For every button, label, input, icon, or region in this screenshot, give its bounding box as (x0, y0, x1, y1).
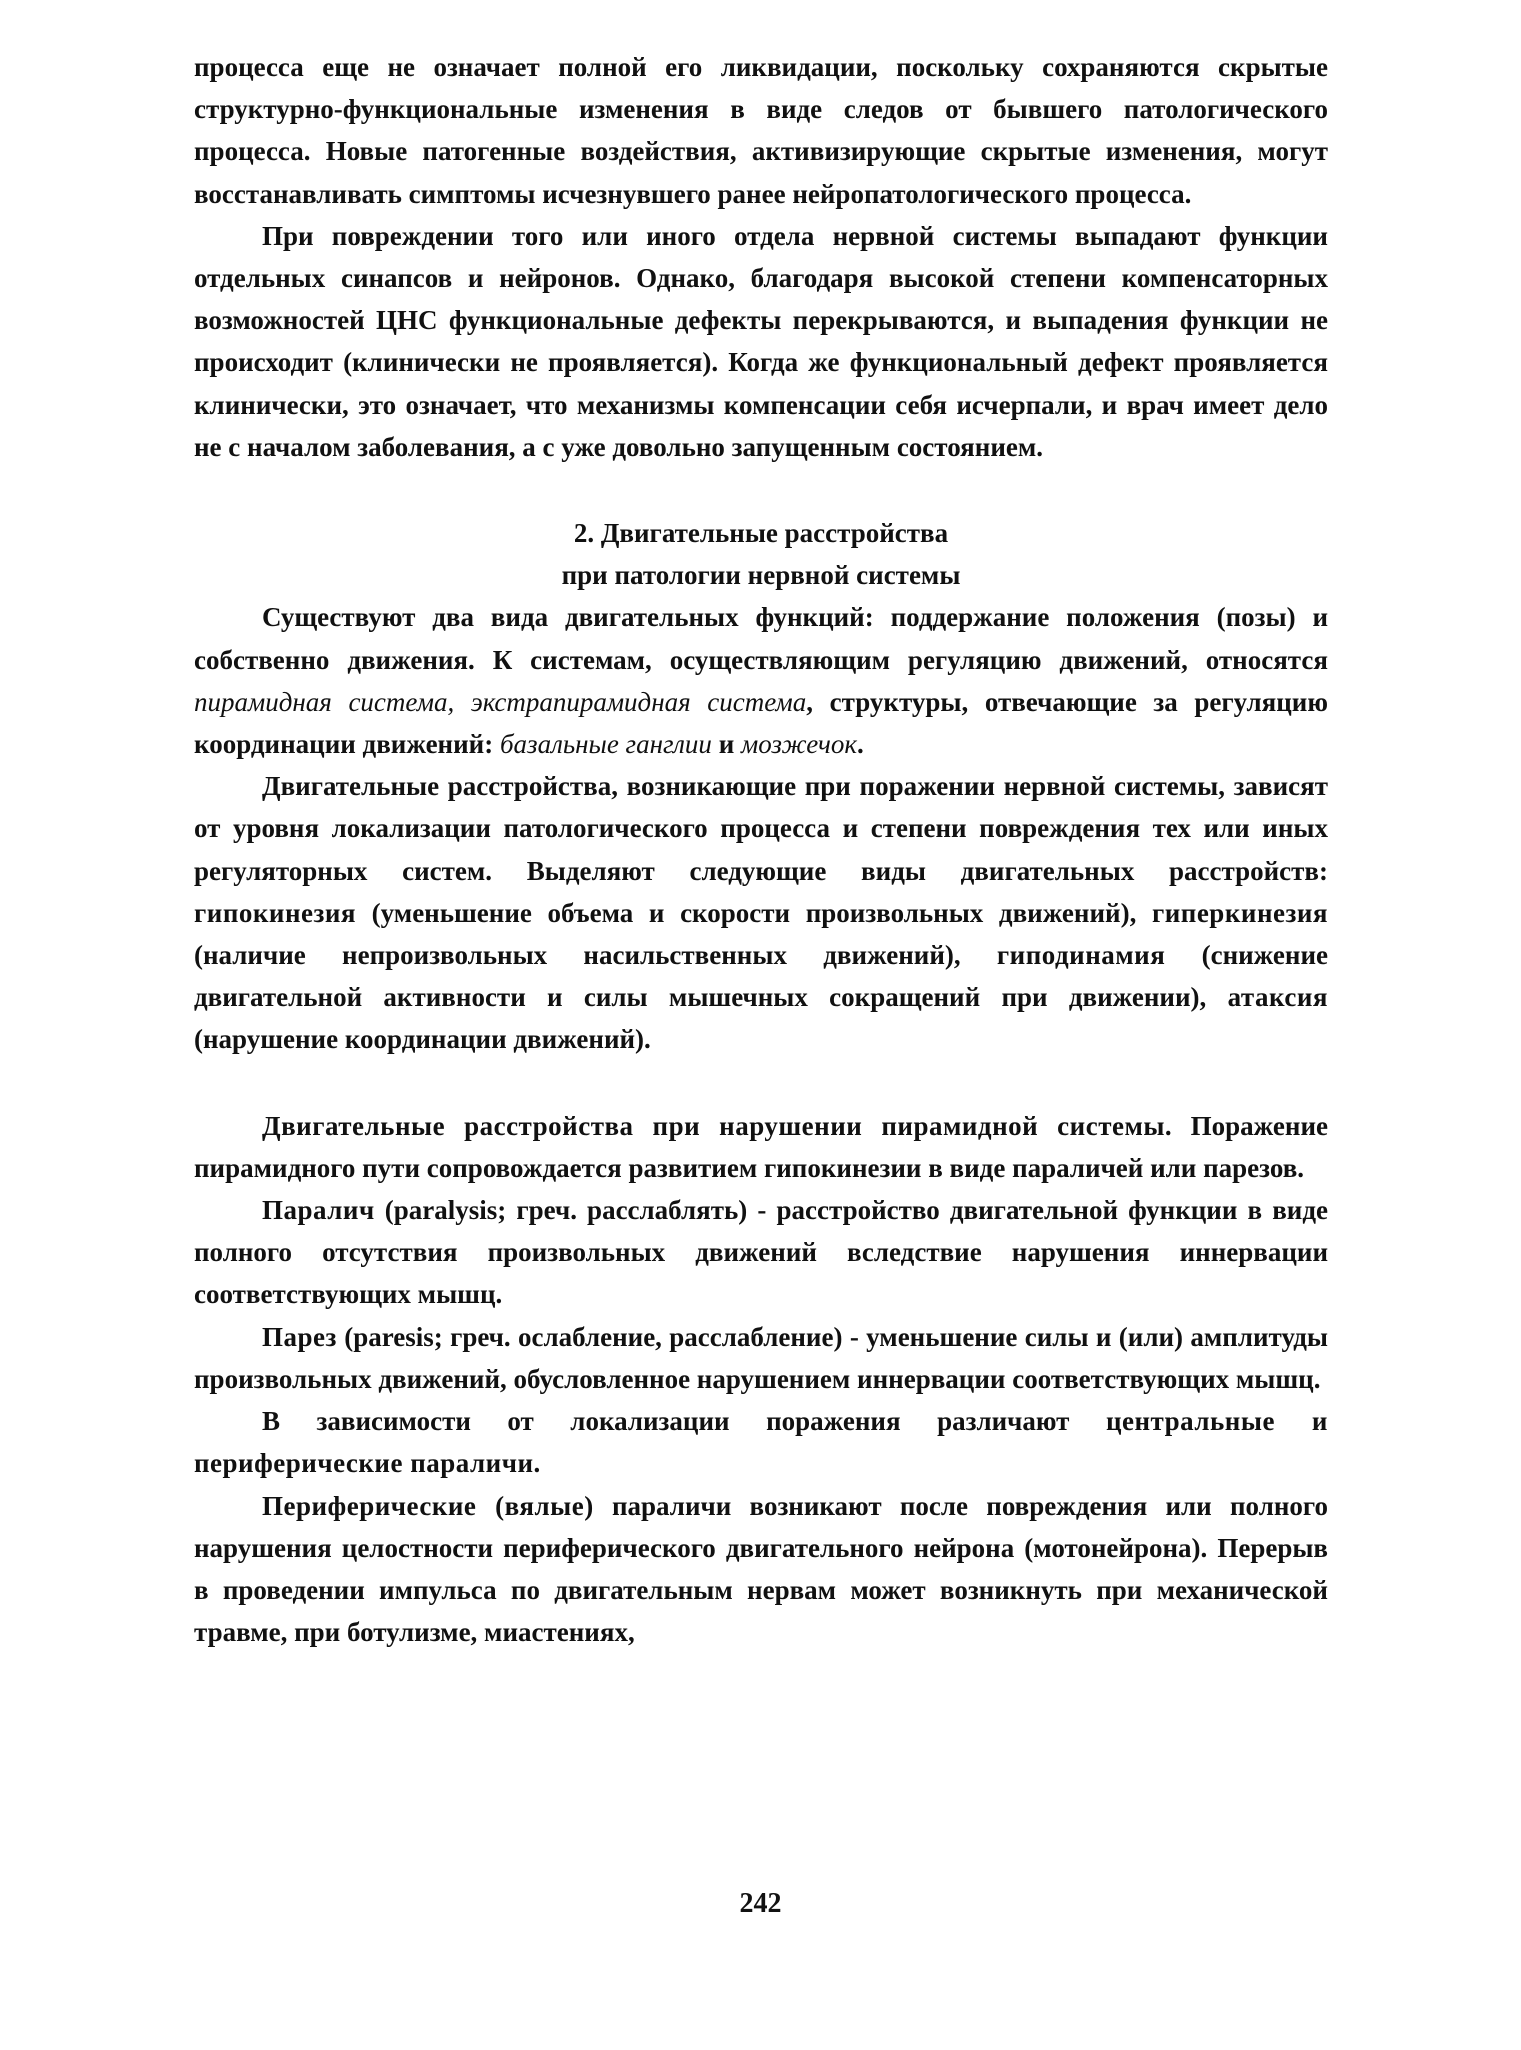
italic-term: пирамидная система, экстрапирамидная система (194, 686, 807, 717)
text-run: (уменьшение объема и скорости произвольных движений), (356, 897, 1152, 928)
spacer (194, 468, 1328, 512)
page-number: 242 (739, 1888, 782, 1919)
bold-term: Паралич (262, 1195, 375, 1226)
paragraph-pyramidal (194, 1105, 1328, 1189)
text-run: параличи возникают после повреждения или полного нарушения целостности периферического двигательного нейрона (мотонейрона). Перерыв в проведении импульса по двигательным нервам может возникнуть при механической травме, при ботулизме, миастениях, (194, 1490, 1328, 1648)
text-run: (paresis; греч. ослабление, расслабление) - уменьшение силы и (или) амплитуды произвольных движений, обусловленное нарушением иннервации соответствующих мышц. (194, 1321, 1328, 1394)
bold-term: Периферические (вялые) (262, 1490, 594, 1521)
bold-term: гиперкинезия (1151, 897, 1328, 928)
paragraph-paresis (194, 1316, 1328, 1400)
paragraph-localization (194, 1400, 1328, 1484)
italic-term: базальные ганглии (499, 729, 712, 760)
paragraph-motor-disorders (194, 765, 1328, 1060)
paragraph-continuation: процесса еще не означает полной его ликвидации, поскольку сохраняются скрытые структурно-функциональные изменения в виде следов от бывшего патологического процесса. Новые патогенные воздействия, активизирующие скрытые изменения, могут восстанавливать симптомы исчезнувшего ранее нейропатологического процесса. (194, 52, 1328, 209)
paragraph-nervous-damage: При повреждении того или иного отдела нервной системы выпадают функции отдельных синапсов и нейронов. Однако, благодаря высокой степени компенсаторных возможностей ЦНС функциональные дефекты перекрываются, и выпадения функции не происходит (клинически не проявляется). Когда же функциональный дефект проявляется клинически, это означает, что механизмы компенсации себя исчерпали, и врач имеет дело не с началом заболевания, а с уже довольно запущенным состоянием. (194, 220, 1328, 462)
text-run: Двигательные расстройства, возникающие при поражении нервной системы, зависят от уровня локализации патологического процесса и степени повреждения тех или иных регуляторных систем. Выделяют следующие виды двигательных расстройств: (194, 771, 1328, 886)
bold-subheading: Двигательные расстройства при нарушении пирамидной системы. (262, 1110, 1173, 1141)
bold-term: гиподинамия (996, 940, 1166, 971)
text-run: В зависимости от локализации поражения различают (262, 1406, 1106, 1437)
section-heading-line-1: 2. Двигательные расстройства (573, 518, 949, 549)
text-run: (paralysis; греч. расслаблять) - расстройство двигательной функции в виде полного отсутствия произвольных движений вследствие нарушения иннервации соответствующих мышц. (194, 1195, 1328, 1310)
bold-term: центральные и периферические параличи. (194, 1406, 1328, 1479)
page-body (194, 46, 1328, 1653)
text-run: (нарушение координации движений). (194, 1024, 651, 1055)
spacer (194, 1061, 1328, 1105)
bold-term: Парез (262, 1321, 337, 1352)
text-run: и (711, 729, 741, 760)
text-run: (снижение двигательной активности и силы мышечных сокращений при движении), (194, 940, 1328, 1013)
italic-term: мозжечок (741, 729, 857, 760)
bold-term: атаксия (1227, 982, 1328, 1013)
text-run: (наличие непроизвольных насильственных движений), (194, 940, 997, 971)
text-run: Существуют два вида двигательных функций: поддержание положения (позы) и собственно движения. К системам, осуществляющим регуляцию движений, относятся (194, 602, 1328, 675)
paragraph-motor-functions (194, 596, 1328, 765)
text-run: . (856, 729, 864, 760)
paragraph-peripheral (194, 1485, 1328, 1654)
section-heading-line-2: при патологии нервной системы (561, 560, 961, 591)
text-run: , структуры, отвечающие за регуляцию координации движений: (194, 686, 1328, 760)
text-run: Поражение пирамидного пути сопровождается развитием гипокинезии в виде параличей или парезов. (194, 1110, 1328, 1183)
bold-term: гипокинезия (194, 897, 357, 928)
paragraph-paralysis (194, 1189, 1328, 1316)
